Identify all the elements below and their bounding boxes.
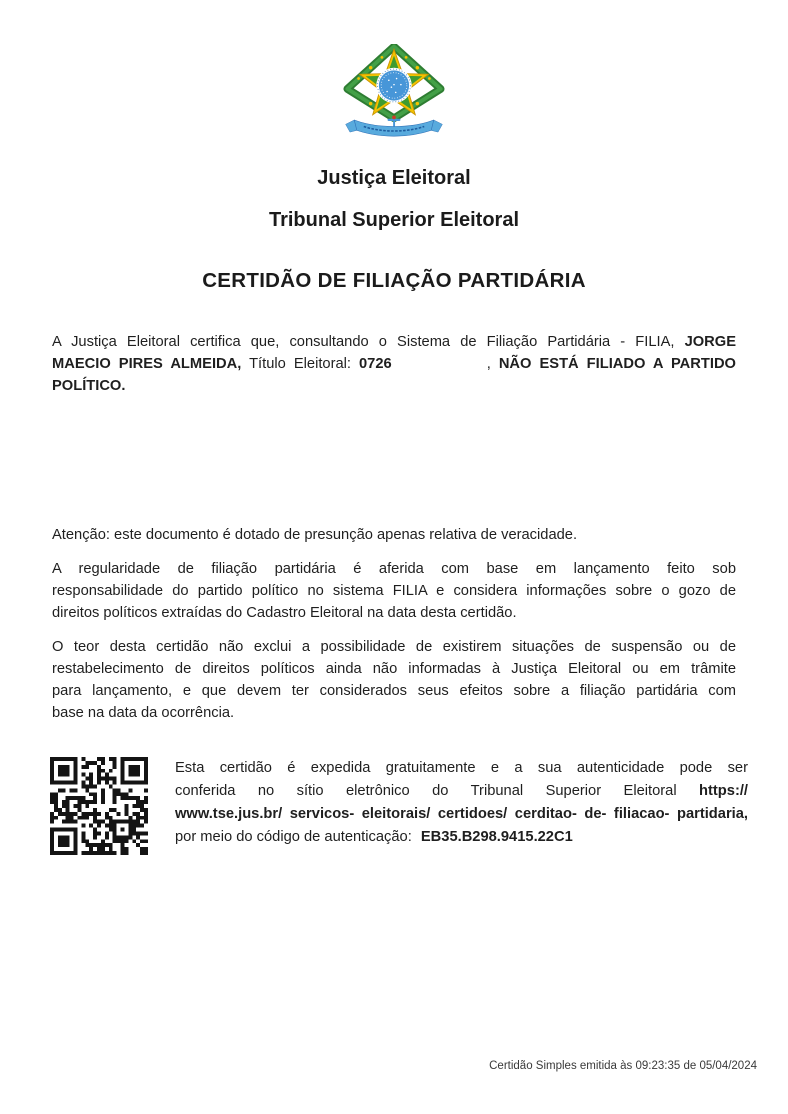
document-title: CERTIDÃO DE FILIAÇÃO PARTIDÁRIA bbox=[202, 269, 586, 292]
qr-code bbox=[50, 757, 148, 855]
emission-timestamp: Certidão Simples emitida às 09:23:35 de 05/04/2024 bbox=[489, 1060, 757, 1072]
authenticity-section bbox=[50, 757, 750, 857]
authenticity-text: Esta certidão é expedida gratuitamente e a sua autenticidade pode ser conferida no sítio eletrônico do Tribunal Superior Eleitoral https:// www.tse.jus.br/ servicos- eleitorais/ certidoes/ cerditao- de- filiacao- partidaria, por meio do código de autenticação: EB35.B298.9415.22C1 bbox=[175, 760, 748, 845]
brazil-coat-of-arms-icon bbox=[342, 44, 446, 139]
attention-notice: Atenção: este documento é dotado de presunção apenas relativa de veracidade. bbox=[52, 527, 578, 543]
regularity-notice: A regularidade de filiação partidária é aferida com base em lançamento feito sob responsabilidade do partido político no sistema FILIA e considera informações sobre o gozo de direitos políticos extraídas do Cadastro Eleitoral na data desta certidão. bbox=[52, 561, 736, 621]
org-name-justica-eleitoral: Justiça Eleitoral bbox=[317, 167, 471, 189]
certification-statement: A Justiça Eleitoral certifica que, consultando o Sistema de Filiação Partidária - FILIA, JORGE MAECIO PIRES ALMEIDA, Título Eleitoral: 0726 , NÃO ESTÁ FILIADO A PARTIDO POLÍTICO. bbox=[52, 334, 736, 394]
org-name-tribunal-superior-eleitoral: Tribunal Superior Eleitoral bbox=[268, 209, 520, 231]
scope-notice: O teor desta certidão não exclui a possibilidade de existirem situações de suspensão ou de restabelecimento de direitos políticos ainda não informadas à Justiça Eleitoral ou em trâmite para lançamento, e que devem ter considerados seus efeitos sobre a filiação partidária com base na data da ocorrência. bbox=[52, 639, 736, 721]
